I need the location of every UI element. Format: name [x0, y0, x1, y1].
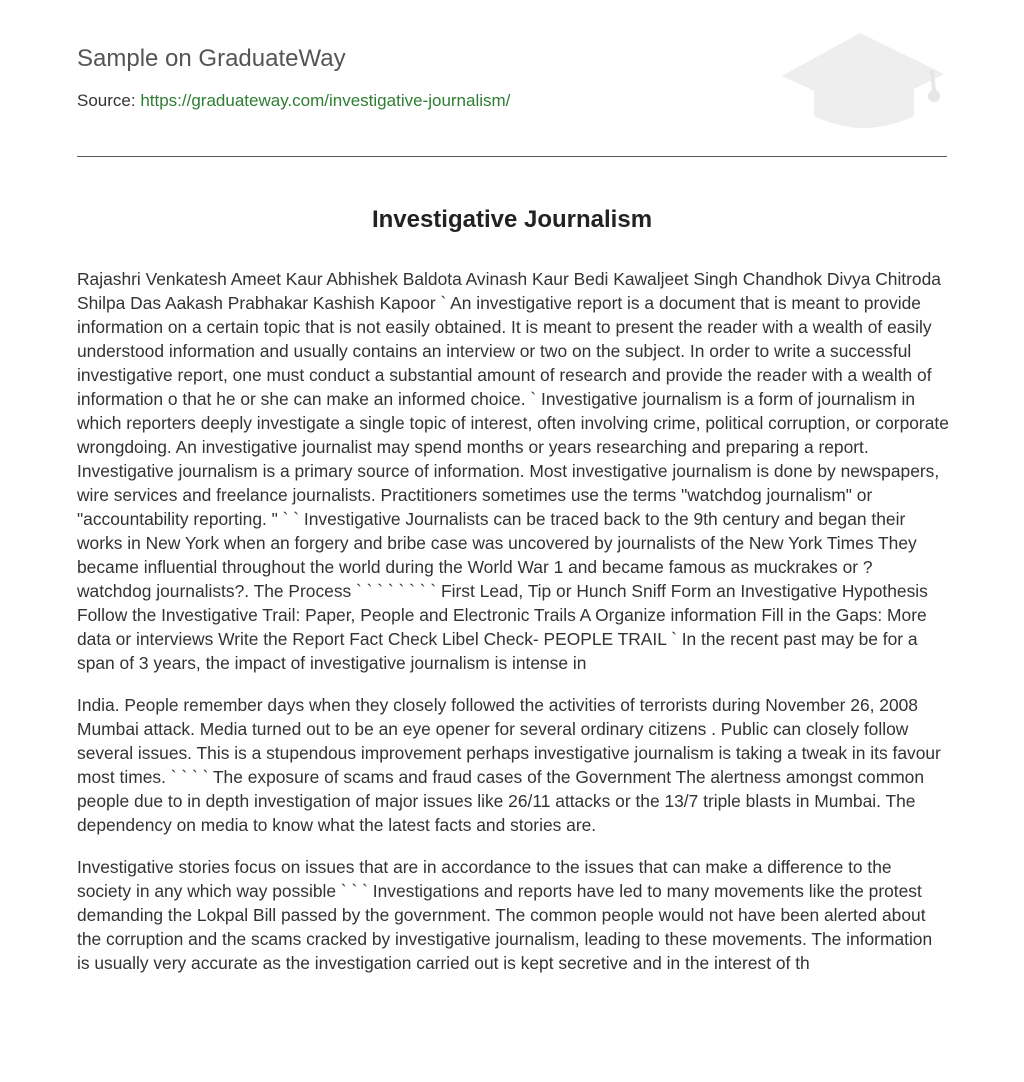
source-link[interactable]: https://graduateway.com/investigative-journalism/ — [140, 91, 511, 110]
paragraph: Investigative stories focus on issues that are in accordance to the issues that can make a difference to the society in any which way possible ` ` ` Investigations and reports have led to many movements like the protest demanding the Lokpal Bill passed by the government. The common people would not have been alerted about the corruption and the scams cracked by investigative journalism, leading to these movements. The information is usually very accurate as the investigation carried out is kept secretive and in the interest of th — [77, 857, 933, 973]
page-header — [77, 0, 947, 157]
site-title: Sample on GraduateWay — [77, 45, 346, 72]
document-body — [77, 267, 949, 993]
document-title: Investigative Journalism — [371, 206, 653, 233]
paragraph: Rajashri Venkatesh Ameet Kaur Abhishek Baldota Avinash Kaur Bedi Kawaljeet Singh Chandhok Divya Chitroda Shilpa Das Aakash Prabhakar Kashish Kapoor ` An investigative report is a document that is meant to provide information on a certain topic that is not easily obtained. It is meant to present the reader with a wealth of easily understood information and usually contains an interview or two on the subject. In order to write a successful investigative report, one must conduct a substantial amount of research and provide the reader with a wealth of information o that he or she can make an informed choice. ` Investigative journalism is a form of journalism in which reporters deeply investigate a single topic of interest, often involving crime, political corruption, or corporate wrongdoing. An investigative journalist may spend months or years researching and preparing a report. Investigative journalism is a primary source of information. Most investigative journalism is done by newspapers, wire services and freelance journalists. Practitioners sometimes use the terms "watchdog journalism" or "accountability reporting. " ` ` Investigative Journalists can be traced back to the 9th century and began their works in New York when an forgery and bribe case was uncovered by journalists of the New York Times They became influential throughout the world during the World War 1 and became famous as muckrakes or ? watchdog journalists?. The Process ` ` ` ` ` ` ` ` First Lead, Tip or Hunch Sniff Form an Investigative Hypothesis Follow the Investigative Trail: Paper, People and Electronic Trails A Organize information Fill in the Gaps: More data or interviews Write the Report Fact Check Libel Check- PEOPLE TRAIL ` In the recent past may be for a span of 3 years, the impact of investigative journalism is intense in — [77, 269, 949, 673]
graduation-cap-icon — [780, 30, 948, 134]
source-line — [77, 90, 510, 112]
source-label: Source: — [77, 91, 136, 110]
paragraph: India. People remember days when they closely followed the activities of terrorists during November 26, 2008 Mumbai attack. Media turned out to be an eye opener for several ordinary citizens . Public can closely follow several issues. This is a stupendous improvement perhaps investigative journalism is taking a tweak in its favour most times. ` ` ` ` The exposure of scams and fraud cases of the Government The alertness amongst common people due to in depth investigation of major issues like 26/11 attacks or the 13/7 triple blasts in Mumbai. The dependency on media to know what the latest facts and stories are. — [77, 695, 941, 835]
